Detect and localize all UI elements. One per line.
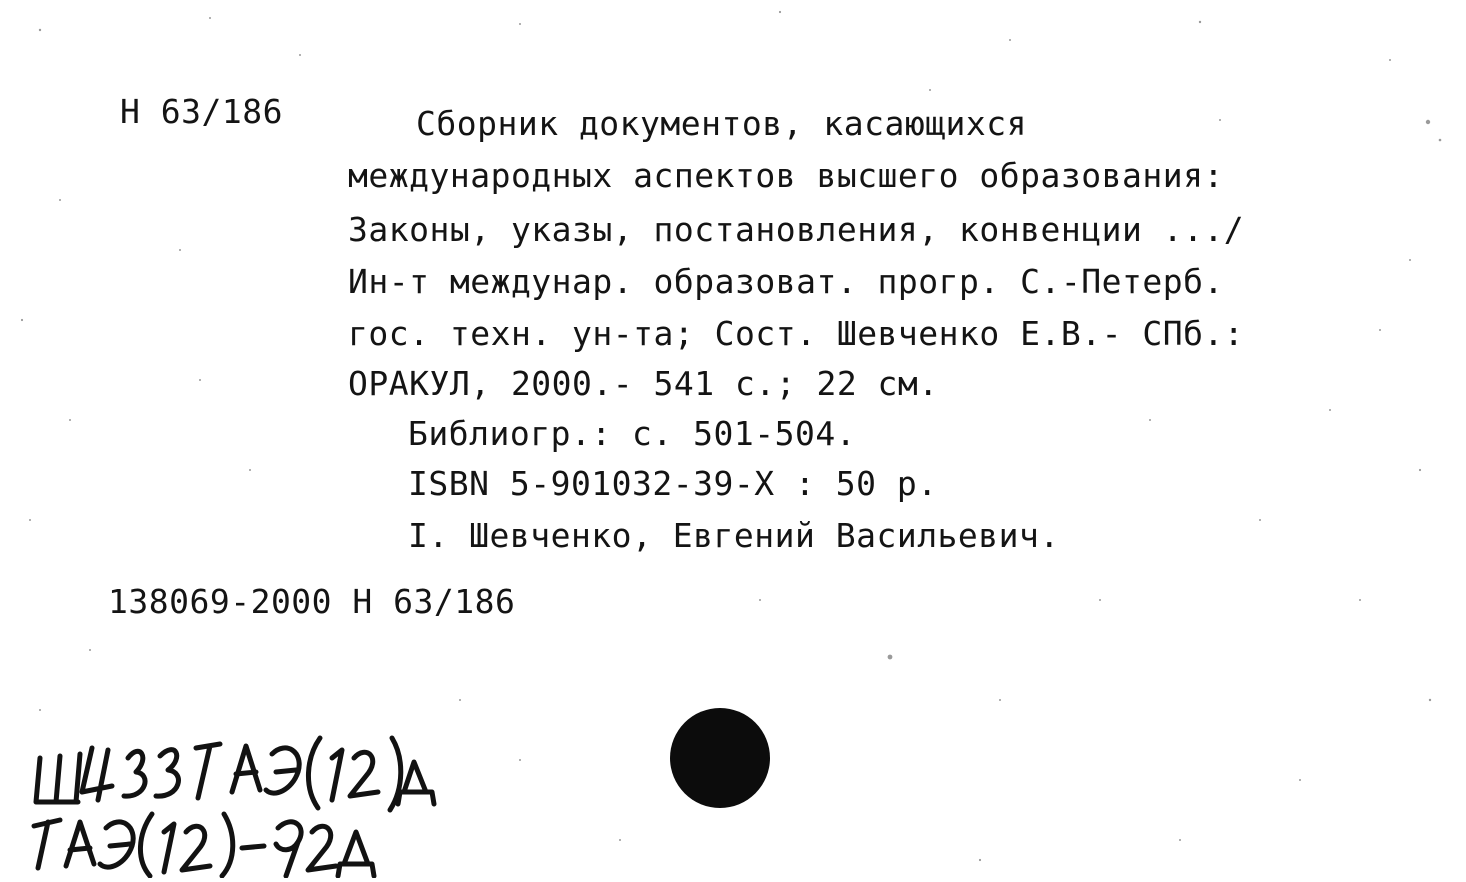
description-line-1: Сборник документов, касающихся xyxy=(416,104,1028,143)
handwritten-shelf-mark xyxy=(20,728,440,878)
description-line-3: Законы, указы, постановления, конвенции .../ xyxy=(348,210,1245,249)
description-line-4: Ин-т междунар. образоват. прогр. С.-Петерб. xyxy=(348,262,1224,301)
accession-number: 138069-2000 Н 63/186 xyxy=(108,582,516,621)
description-line-6: ОРАКУЛ, 2000.- 541 с.; 22 см. xyxy=(348,364,939,403)
description-line-5: гос. техн. ун-та; Сост. Шевченко Е.В.- СПб.: xyxy=(348,314,1245,353)
call-number: Н 63/186 xyxy=(120,92,283,131)
bibliography-note: Библиогр.: с. 501-504. xyxy=(408,414,857,453)
description-line-2: международных аспектов высшего образования: xyxy=(348,156,1224,195)
isbn-note: ISBN 5-901032-39-X : 50 р. xyxy=(408,464,938,503)
author-entry: I. Шевченко, Евгений Васильевич. xyxy=(408,516,1060,555)
punch-hole xyxy=(670,708,770,808)
